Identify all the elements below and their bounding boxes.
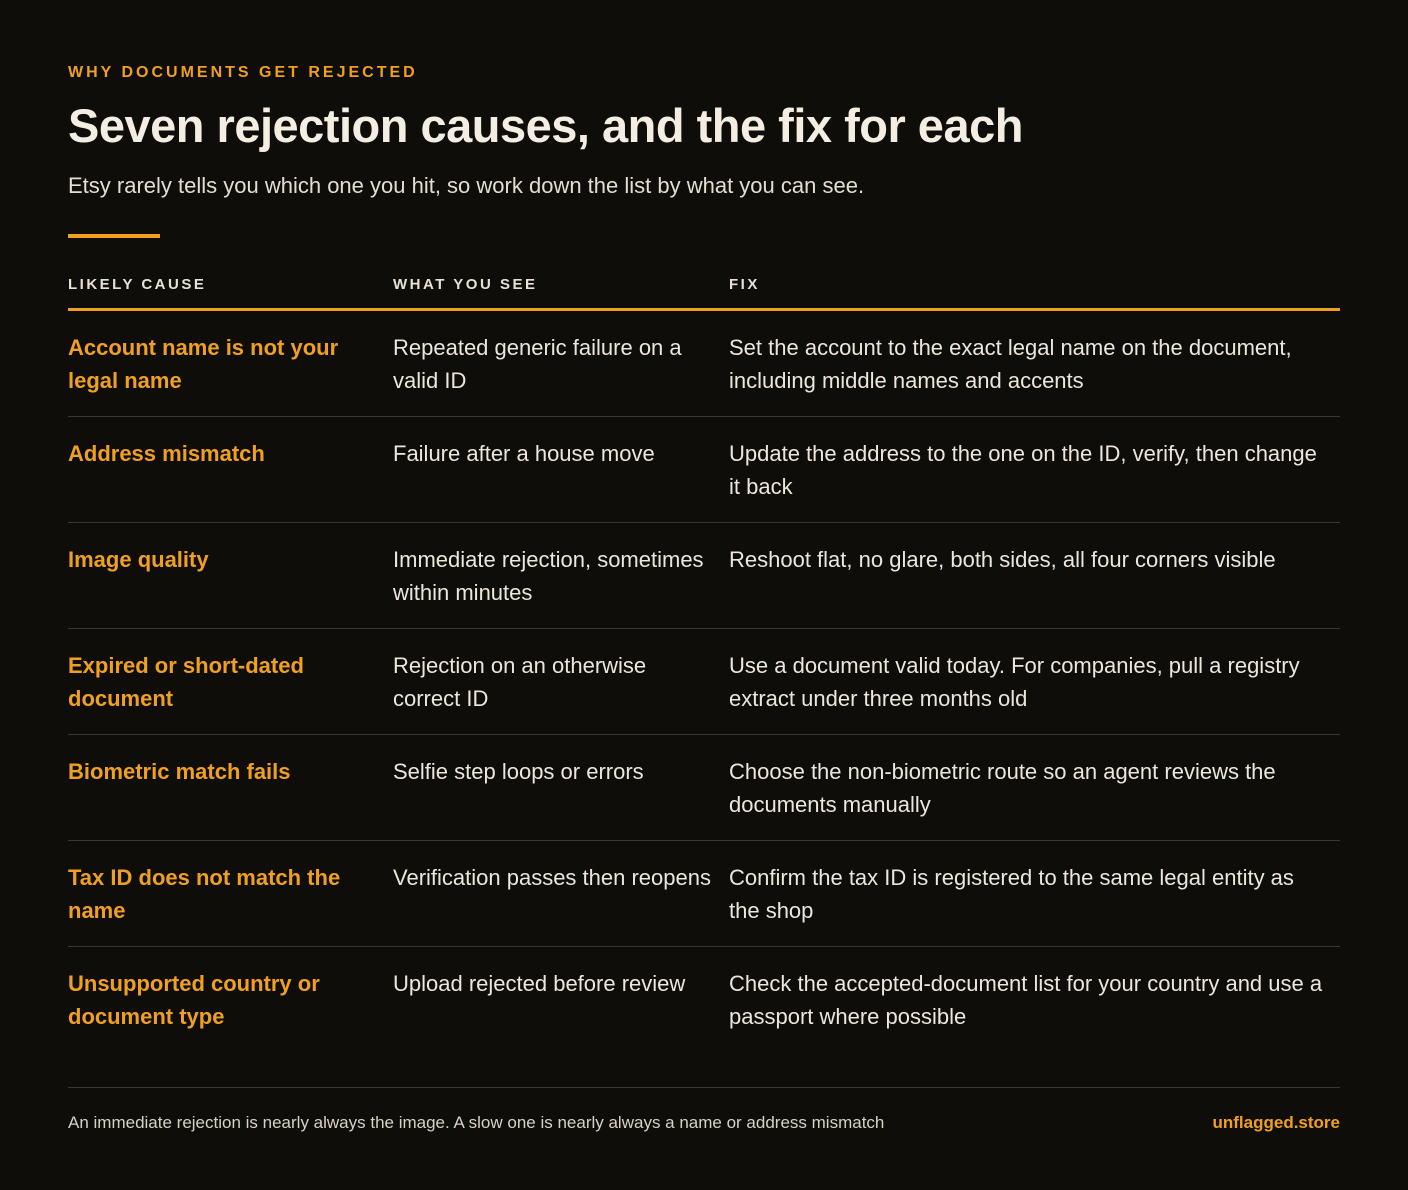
table-row	[68, 417, 1340, 523]
fix-cell: Use a document valid today. For companies, pull a registry extract under three months old	[729, 653, 1300, 711]
cause-cell: Account name is not your legal name	[68, 335, 339, 393]
column-header-see: WHAT YOU SEE	[393, 276, 538, 293]
table-row	[68, 311, 1340, 417]
table-header	[68, 270, 1340, 311]
cause-cell: Image quality	[68, 547, 209, 572]
symptom-cell: Failure after a house move	[393, 441, 655, 466]
symptom-cell: Rejection on an otherwise correct ID	[393, 653, 647, 711]
footer-brand-link[interactable]: unflagged.store	[1212, 1113, 1340, 1132]
symptom-cell: Immediate rejection, sometimes within minutes	[393, 547, 704, 605]
footer-note: An immediate rejection is nearly always the image. A slow one is nearly always a name or address mismatch	[68, 1113, 885, 1132]
column-header-fix: FIX	[729, 276, 760, 293]
fix-cell: Set the account to the exact legal name on the document, including middle names and accents	[729, 335, 1292, 393]
fix-cell: Confirm the tax ID is registered to the same legal entity as the shop	[729, 865, 1294, 923]
symptom-cell: Selfie step loops or errors	[393, 759, 644, 784]
fix-cell: Update the address to the one on the ID, verify, then change it back	[729, 441, 1317, 499]
eyebrow-label: WHY DOCUMENTS GET REJECTED	[68, 64, 418, 81]
cause-cell: Tax ID does not match the name	[68, 865, 341, 923]
table-row	[68, 523, 1340, 629]
page	[68, 0, 1340, 1190]
fix-cell: Check the accepted-document list for your country and use a passport where possible	[729, 971, 1323, 1029]
table-row	[68, 841, 1340, 947]
page-subtitle: Etsy rarely tells you which one you hit, so work down the list by what you can see.	[68, 173, 865, 198]
cause-cell: Biometric match fails	[68, 759, 291, 784]
fix-cell: Reshoot flat, no glare, both sides, all four corners visible	[729, 547, 1276, 572]
page-title: Seven rejection causes, and the fix for each	[68, 99, 1023, 152]
symptom-cell: Upload rejected before review	[393, 971, 686, 996]
symptom-cell: Repeated generic failure on a valid ID	[393, 335, 682, 393]
table-row	[68, 629, 1340, 735]
table-row	[68, 947, 1340, 1052]
accent-divider	[68, 234, 160, 238]
table-row	[68, 735, 1340, 841]
rejection-causes-table	[68, 270, 1340, 1052]
column-header-cause: LIKELY CAUSE	[68, 276, 207, 293]
footer-divider	[68, 1087, 1340, 1088]
cause-cell: Expired or short-dated document	[68, 653, 304, 711]
fix-cell: Choose the non-biometric route so an agent reviews the documents manually	[729, 759, 1276, 817]
symptom-cell: Verification passes then reopens	[393, 865, 711, 890]
cause-cell: Address mismatch	[68, 441, 265, 466]
cause-cell: Unsupported country or document type	[68, 971, 320, 1029]
